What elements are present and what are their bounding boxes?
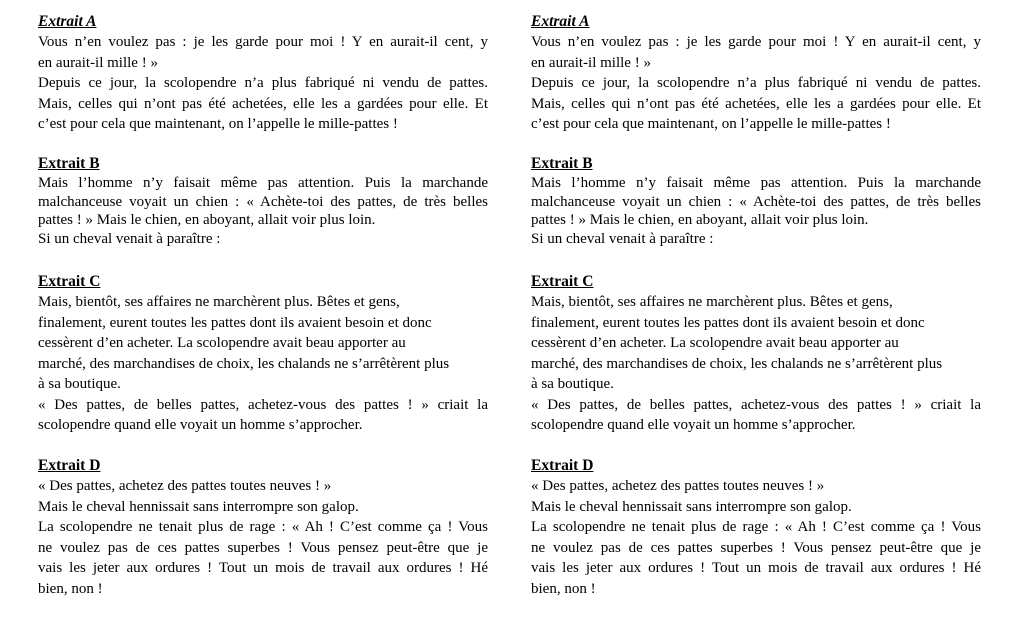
extract-a xyxy=(531,12,981,135)
text-line: Mais, celles qui n’ont pas été achetées, elle les a gardées pour elle. Et xyxy=(531,95,981,112)
text-line: « Des pattes, de belles pattes, achetez-vous des pattes ! » criait la xyxy=(38,396,488,413)
text-line: scolopendre quand elle voyait un homme s’approcher. xyxy=(38,417,363,433)
extract-a xyxy=(38,12,488,135)
text-line: bien, non ! xyxy=(531,580,596,597)
extract-title: Extrait D xyxy=(38,457,101,474)
text-line: « Des pattes, de belles pattes, achetez-vous des pattes ! » criait la xyxy=(531,396,981,413)
text-line: cessèrent d’en acheter. La scolopendre avait beau apporter au xyxy=(38,335,406,351)
text-line: pattes ! » Mais le chien, en aboyant, allait voir plus loin. xyxy=(38,212,376,229)
text-line: ne voulez pas de ces pattes superbes ! Vous pensez peut-être que je xyxy=(531,539,981,556)
text-line: marché, des marchandises de choix, les chalands ne s’arrêtèrent plus xyxy=(531,355,943,372)
extract-title: Extrait C xyxy=(38,273,101,290)
text-line: malchanceuse voyait un chien : « Achète-toi des pattes, de très belles xyxy=(38,193,488,210)
extract-title: Extrait C xyxy=(531,273,594,290)
extract-title: Extrait A xyxy=(531,13,590,30)
text-line: en aurait-il mille ! » xyxy=(531,54,651,71)
text-line: Vous n’en voulez pas : je les garde pour moi ! Y en aurait-il cent, y xyxy=(38,34,488,50)
text-line: finalement, eurent toutes les pattes dont ils avaient besoin et donc xyxy=(531,314,925,331)
text-line: à sa boutique. xyxy=(531,376,614,392)
text-line: en aurait-il mille ! » xyxy=(38,54,158,71)
text-line: Vous n’en voulez pas : je les garde pour moi ! Y en aurait-il cent, y xyxy=(531,34,981,50)
extract-b xyxy=(531,154,981,249)
text-line: Mais le cheval hennissait sans interrompre son galop. xyxy=(531,498,852,515)
text-line: Mais, bientôt, ses affaires ne marchèrent plus. Bêtes et gens, xyxy=(531,294,893,310)
text-line: c’est pour cela que maintenant, on l’appelle le mille-pattes ! xyxy=(531,116,891,132)
text-line: ne voulez pas de ces pattes superbes ! Vous pensez peut-être que je xyxy=(38,539,488,556)
text-line: Si un cheval venait à paraître : xyxy=(531,231,714,248)
text-line: cessèrent d’en acheter. La scolopendre avait beau apporter au xyxy=(531,335,899,351)
text-line: scolopendre quand elle voyait un homme s’approcher. xyxy=(531,417,856,433)
extract-title: Extrait D xyxy=(531,457,594,474)
text-line: Si un cheval venait à paraître : xyxy=(38,231,221,248)
text-line: Mais le cheval hennissait sans interrompre son galop. xyxy=(38,498,359,515)
text-line: bien, non ! xyxy=(38,580,103,597)
text-line: « Des pattes, achetez des pattes toutes neuves ! » xyxy=(531,478,825,494)
text-line: La scolopendre ne tenait plus de rage : « Ah ! C’est comme ça ! Vous xyxy=(531,519,981,535)
text-line: pattes ! » Mais le chien, en aboyant, allait voir plus loin. xyxy=(531,212,869,229)
extract-d xyxy=(531,456,981,599)
extract-title: Extrait B xyxy=(531,155,593,172)
extract-c xyxy=(38,272,488,436)
text-line: Mais, bientôt, ses affaires ne marchèrent plus. Bêtes et gens, xyxy=(38,294,400,310)
text-line: Depuis ce jour, la scolopendre n’a plus fabriqué ni vendu de pattes. xyxy=(38,75,488,91)
extract-d xyxy=(38,456,488,599)
text-line: Mais l’homme n’y faisait même pas attention. Puis la marchande xyxy=(38,175,488,191)
text-line: Mais, celles qui n’ont pas été achetées, elle les a gardées pour elle. Et xyxy=(38,95,488,112)
text-line: Mais l’homme n’y faisait même pas attention. Puis la marchande xyxy=(531,175,981,191)
extract-title: Extrait B xyxy=(38,155,100,172)
text-line: La scolopendre ne tenait plus de rage : « Ah ! C’est comme ça ! Vous xyxy=(38,519,488,535)
text-line: vais les jeter aux ordures ! Tout un mois de travail aux ordures ! Hé xyxy=(38,560,488,576)
extract-title: Extrait A xyxy=(38,13,97,30)
text-line: « Des pattes, achetez des pattes toutes neuves ! » xyxy=(38,478,332,494)
text-line: malchanceuse voyait un chien : « Achète-toi des pattes, de très belles xyxy=(531,193,981,210)
text-line: finalement, eurent toutes les pattes dont ils avaient besoin et donc xyxy=(38,314,432,331)
text-line: c’est pour cela que maintenant, on l’appelle le mille-pattes ! xyxy=(38,116,398,132)
extract-c xyxy=(531,272,981,436)
text-line: marché, des marchandises de choix, les chalands ne s’arrêtèrent plus xyxy=(38,355,450,372)
text-line: à sa boutique. xyxy=(38,376,121,392)
text-line: vais les jeter aux ordures ! Tout un mois de travail aux ordures ! Hé xyxy=(531,560,981,576)
text-line: Depuis ce jour, la scolopendre n’a plus fabriqué ni vendu de pattes. xyxy=(531,75,981,91)
extract-b xyxy=(38,154,488,249)
